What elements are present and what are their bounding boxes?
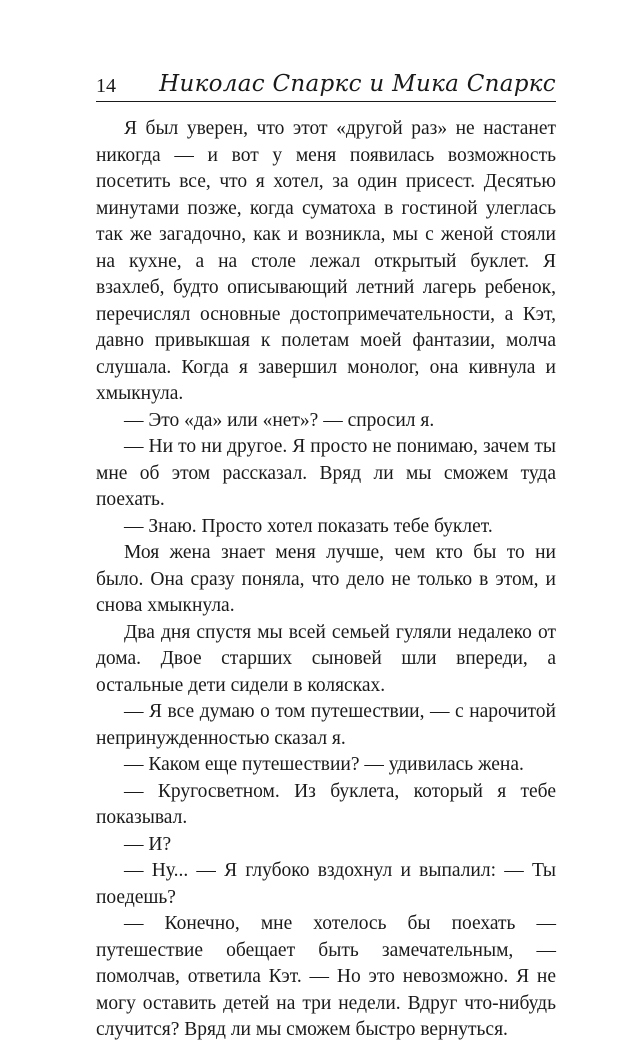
paragraph: Я был уверен, что этот «другой раз» не настанет никогда — и вот у меня появилась возможность посетить все, что я хотел, за один присест. Десятью минутами позже, когда суматоха в гостиной улеглась так же загадочно, как и возникла, мы с женой стояли на кухне, а на столе лежал открытый буклет. Я взахлеб, будто описывающий летний лагерь ребенок, перечислял основные достопримечательности, а Кэт, давно привыкшая к полетам моей фантазии, молча слушала. Когда я завершил монолог, она кивнула и хмыкнула.	[96, 118, 556, 404]
paragraph: — Каком еще путешествии? — удивилась жена.	[124, 754, 524, 775]
running-head	[96, 70, 556, 102]
paragraph: — Ну... — Я глубоко вздохнул и выпалил: — Ты поедешь?	[96, 860, 556, 908]
paragraph: Моя жена знает меня лучше, чем кто бы то ни было. Она сразу поняла, что дело не только в этом, и снова хмыкнула.	[96, 542, 556, 616]
body-text	[96, 116, 556, 1044]
paragraph: — Кругосветном. Из буклета, который я тебе показывал.	[96, 780, 556, 828]
paragraph: — Я все думаю о том путешествии, — с нарочитой непринужденностью сказал я.	[96, 701, 556, 749]
paragraph: — И?	[124, 833, 172, 855]
paragraph: — Ни то ни другое. Я просто не понимаю, зачем ты мне об этом рассказал. Вряд ли мы сможем туда поехать.	[96, 436, 556, 510]
header-divider	[96, 101, 556, 102]
book-authors-header: Николас Спаркс и Мика Спаркс	[159, 71, 556, 97]
paragraph: — Знаю. Просто хотел показать тебе буклет.	[124, 515, 493, 537]
paragraph: — Это «да» или «нет»? — спросил я.	[124, 409, 435, 431]
paragraph: Два дня спустя мы всей семьей гуляли недалеко от дома. Двое старших сыновей шли впереди, а остальные дети сидели в колясках.	[96, 621, 556, 696]
paragraph: — Конечно, мне хотелось бы поехать — путешествие обещает быть замечательным, — помолчав, ответила Кэт. — Но это невозможно. Я не могу оставить детей на три недели. Вдруг что-нибудь случится? Вряд ли мы сможем быстро вернуться.	[96, 913, 556, 1040]
page-number: 14	[96, 75, 116, 97]
